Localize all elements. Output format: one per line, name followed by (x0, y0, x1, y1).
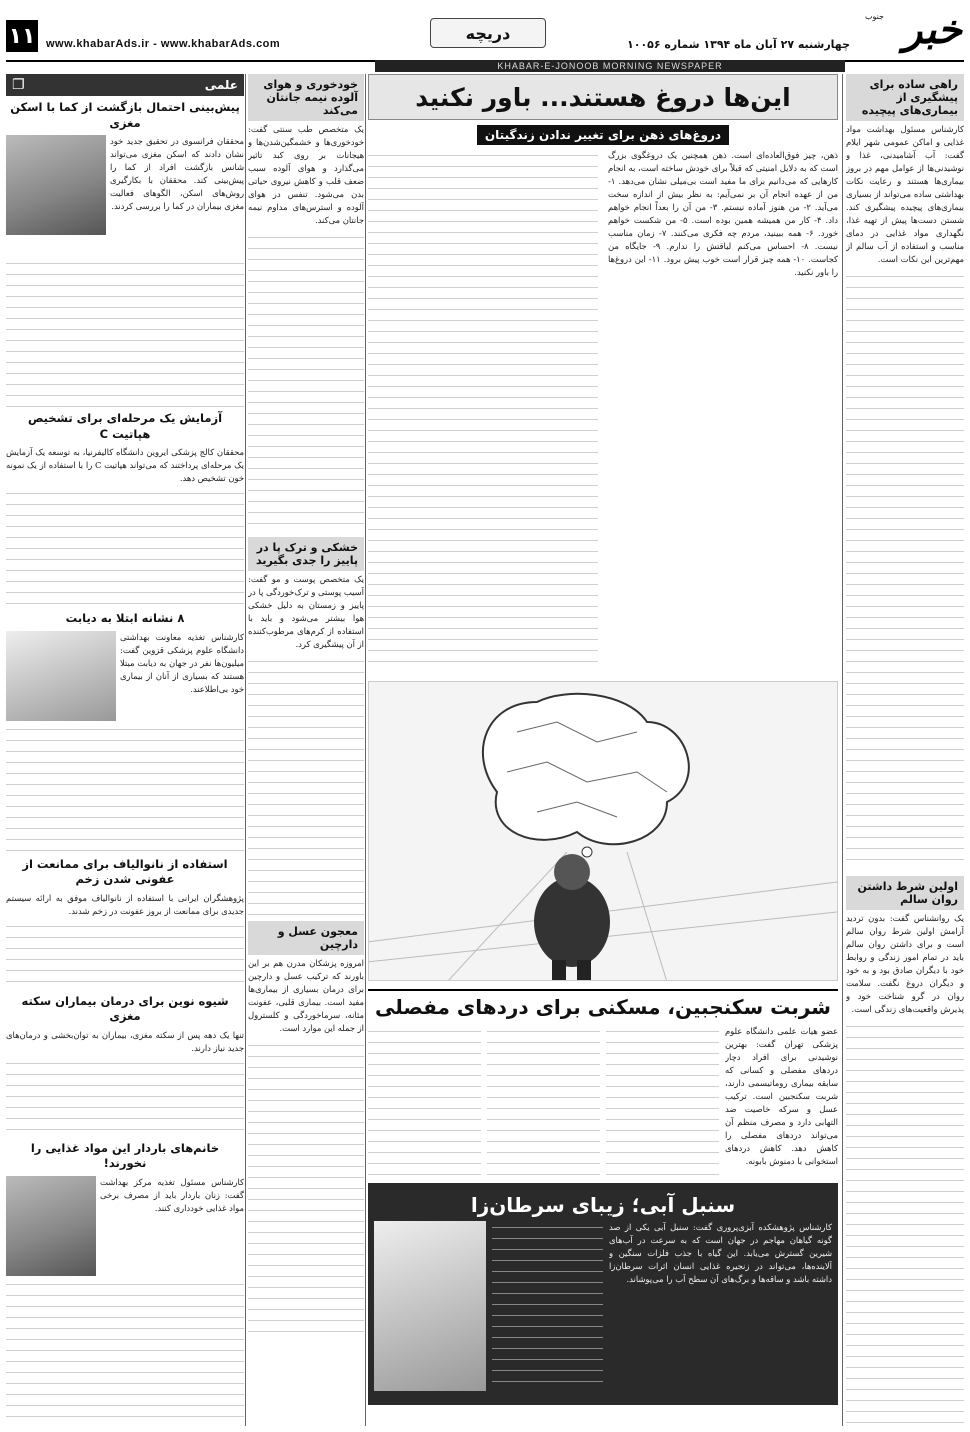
text-filler (6, 723, 244, 853)
text-filler (846, 1020, 964, 1426)
article-body: کارشناس تغذیه معاونت بهداشتی دانشگاه علوم پزشکی قزوین گفت: میلیون‌ها نفر در جهان به دیابت مبتلا هستند که بسیاری از آنان از بیماری خود بی‌اطلاعند. (120, 631, 244, 694)
article-body: محققان فرانسوی در تحقیق جدید خود نشان دادند که اسکن مغزی می‌تواند شانس بازگشت افراد از کما را پیش‌بینی کند. محققان با بکارگیری روش‌های اسکن، الگوهای فعالیت مغزی بیماران در کما را بررسی کردند. (110, 136, 244, 212)
main-subheadline: دروغ‌های ذهن برای تغییر ندادن زندگیتان (477, 125, 729, 145)
article-body: امروزه پزشکان مدرن هم بر این باورند که ترکیب عسل و دارچین برای درمان بسیاری از بیماری‌ها مفید است. بیماری قلبی، عفونت مثانه، سرماخوردگی و کلسترول از جمله این موارد است. (248, 958, 364, 1034)
text-filler (248, 1039, 364, 1339)
article-tag: خشکی و ترک پا در پاییز را جدی بگیرید (248, 537, 364, 571)
science-tag: علمی (204, 78, 238, 92)
article-body: ذهن، چیز فوق‌العاده‌ای است. ذهن همچنین یک دروغگوی بزرگ است که به دلایل امنیتی که قبلاً برای خودش ساخته است، به انجام کارهایی که می‌دانیم برای ما مفید است بی‌میلی نشان می‌دهد. ۱- من از عهده انجام آن بر نمی‌آیم: به نظر بیش از اندازه سخت می‌آید. ۲- من هنوز آماده نیستم. ۳- من آن را بعداً انجام خواهم داد. ۴- کار من همیشه همین بوده است. ۵- من شکست خواهم خورد. ۶- همه ببینید، مردم چه فکری می‌کنند. ۷- زمان مناسب نیست. ۸- احساس می‌کنم لیاقتش را ندارم. ۹- جایگاه من کجاست. ۱۰- همه چیز قرار است خوب پیش برود. ۱۱- این دروغ‌ها را باور نکنید. (608, 150, 838, 278)
subheadline-wrap (368, 124, 838, 145)
main-headline: این‌ها دروغ هستند... باور نکنید (415, 82, 791, 112)
text-filler (6, 1278, 244, 1418)
article-headline: آزمایش یک مرحله‌ای برای تشخیص هپاتیت C (27, 411, 223, 441)
text-filler (248, 231, 364, 531)
column-divider (245, 74, 246, 1426)
article2-columns (368, 1025, 838, 1175)
article-body: کارشناس پژوهشکده آبزی‌پروری گفت: سنبل آبی یکی از صد گونه گیاهان مهاجم در جهان است که به سرعت در آب‌های شیرین گسترش می‌یابد. این گیاه با جذب فلزات سنگین و آلاینده‌ها، می‌تواند در زنجیره غذایی انسان اثرات سرطان‌زا داشته باشد و ساقه‌ها و برگ‌های آن سطح آب را می‌پوشاند. (609, 1222, 832, 1285)
headline-box (368, 74, 838, 120)
text-filler (368, 149, 598, 669)
thinking-man-illustration (368, 682, 837, 981)
column-divider (365, 74, 366, 1426)
text-filler (846, 270, 964, 870)
article6 (6, 1176, 244, 1276)
main-article (368, 149, 838, 679)
section-title: دریچه (430, 18, 546, 48)
brain-scan-photo (6, 135, 106, 235)
article-body: پژوهشگران ایرانی با استفاده از نانوالیاف موفق به ارائه سیستم جدیدی برای ممانعت از بروز عفونت در زخم شدند. (6, 892, 244, 916)
text-filler (248, 655, 364, 915)
article-tag: خودخوری و هوای آلوده نیمه جانتان می‌کند (248, 74, 364, 121)
article2 (368, 989, 838, 1175)
article-tag: اولین شرط داشتن روان سالم (846, 876, 964, 910)
article-body: یک متخصص طب سنتی گفت: خودخوری‌ها و خشمگین‌شدن‌ها و هیجانات بر روی کبد تاثیر می‌گذارد و هوای آلوده سبب ضعف قلب و کاهش نیروی حیاتی بدن می‌شود. تنفس در هوای آلوده و استرس‌های مداوم نیمه جانتان می‌کند. (248, 124, 364, 226)
article-body: محققان کالج پزشکی ایروین دانشگاه کالیفرنیا، به توسعه یک آزمایش یک مرحله‌ای پرداختند که می‌تواند هپاتیت C را با استفاده از یک نمونه خون تشخیص دهد. (6, 447, 244, 484)
article-headline: پیش‌بینی احتمال بازگشت از کما با اسکن مغزی (10, 100, 240, 130)
text-filler (368, 1025, 481, 1175)
left-column (6, 74, 244, 1426)
article3 (6, 631, 244, 721)
pregnant-woman-photo (6, 1176, 96, 1276)
website-url[interactable]: www.khabarAds.ir - www.khabarAds.com (46, 38, 281, 50)
text-filler (492, 1221, 604, 1391)
article3-box (368, 1183, 838, 1405)
mid-column (248, 74, 364, 1426)
article-body: تنها یک دهه پس از سکته مغزی، بیماران به توان‌بخشی و درمان‌های جدید نیاز دارند. (6, 1029, 244, 1053)
logo-subtitle: جنوب (864, 12, 884, 21)
flower-photo (374, 1221, 486, 1391)
article2-headline: شربت سکنجبین، مسکنی برای دردهای مفصلی (375, 995, 831, 1019)
column-divider (842, 74, 843, 1426)
article1 (6, 135, 244, 255)
glucose-meter-photo (6, 631, 116, 721)
article-body: کارشناس مسئول تغذیه مرکز بهداشت گفت: زنان باردار باید از مصرف برخی مواد غذایی خودداری کنند. (100, 1176, 244, 1213)
text-filler (6, 920, 244, 990)
newspaper-logo (858, 6, 962, 58)
article3-columns (374, 1221, 832, 1391)
issue-line: چهارشنبه ۲۷ آبان ماه ۱۳۹۴ شماره ۱۰۰۵۶ (627, 38, 850, 51)
right-column (846, 74, 964, 1426)
article-tag: معجون عسل و دارچین (248, 921, 364, 955)
article-body: یک روانشناس گفت: بدون تردید آرامش اولین شرط روان سالم است و برای داشتن روان سالم باید در تمام امور زندگی و روابط خود با دیگران صادق بود و به خود و دیگران دروغ نگفت. سلامت روان در گرو شناخت خود و پذیرش واقعیت‌های زندگی است. (846, 913, 964, 1015)
article-headline: شیوه نوین برای درمان بیماران سکته مغزی (21, 993, 229, 1024)
article-headline: ۸ نشانه ابتلا به دیابت (65, 611, 185, 626)
english-banner: KHABAR-E-JONOOB MORNING NEWSPAPER (375, 60, 845, 72)
article-body: عضو هیات علمی دانشگاه علوم پزشکی تهران گفت: بهترین نوشیدنی برای افراد دچار دردهای مفصلی و کسانی که سابقه بیماری روماتیسمی دارند، شربت سکنجبین است. ترکیب عسل و سرکه خاصیت ضد التهابی دارد و مصرف منظم آن می‌تواند دردهای مفصلی را کاهش دهد. کاهش دردهای استخوانی با دمنوش بابونه. (725, 1026, 838, 1167)
center-column (368, 74, 838, 1426)
article-body: یک متخصص پوست و مو گفت: آسیب پوستی و ترک‌خوردگی پا در پاییز و زمستان به دلیل خشکی هوا بیشتر می‌شود و باید با استفاده از کرم‌های مرطوب‌کننده از آن پیشگیری کرد. (248, 574, 364, 650)
text-filler (6, 487, 244, 607)
text-filler (6, 1057, 244, 1137)
article-body: کارشناس مسئول بهداشت مواد غذایی و اماکن عمومی شهر ایلام گفت: آب آشامیدنی، غذا و نوشیدنی‌ها از عوامل مهم در بروز بیماری‌ها هستند و رعایت نکات بهداشتی ساده می‌تواند از بسیاری بیماری‌های پیچیده پیشگیری کند. شستن دست‌ها پیش از تهیه غذا، نگهداری مواد غذایی در دمای مناسب و استفاده از آب سالم از مهم‌ترین این نکات است. (846, 124, 964, 265)
document-icon: ❐ (12, 77, 25, 93)
masthead (0, 0, 970, 62)
article3-headline: سنبل آبی؛ زیبای سرطان‌زا (470, 1193, 736, 1217)
article-headline: استفاده از نانوالیاف برای ممانعت از عفونی شدن زخم (22, 856, 228, 887)
article-tag: راهی ساده برای پیشگیری از بیماری‌های پیچیده (846, 74, 964, 121)
cartoon-illustration (368, 681, 838, 981)
text-filler (606, 1025, 719, 1175)
text-filler (6, 257, 244, 407)
logo-text: خبر (903, 6, 962, 53)
science-header (6, 74, 244, 96)
article-headline: خانم‌های باردار این مواد غذایی را نخورند! (30, 1140, 220, 1171)
text-filler (487, 1025, 600, 1175)
page-number: ۱۱ (6, 20, 38, 52)
